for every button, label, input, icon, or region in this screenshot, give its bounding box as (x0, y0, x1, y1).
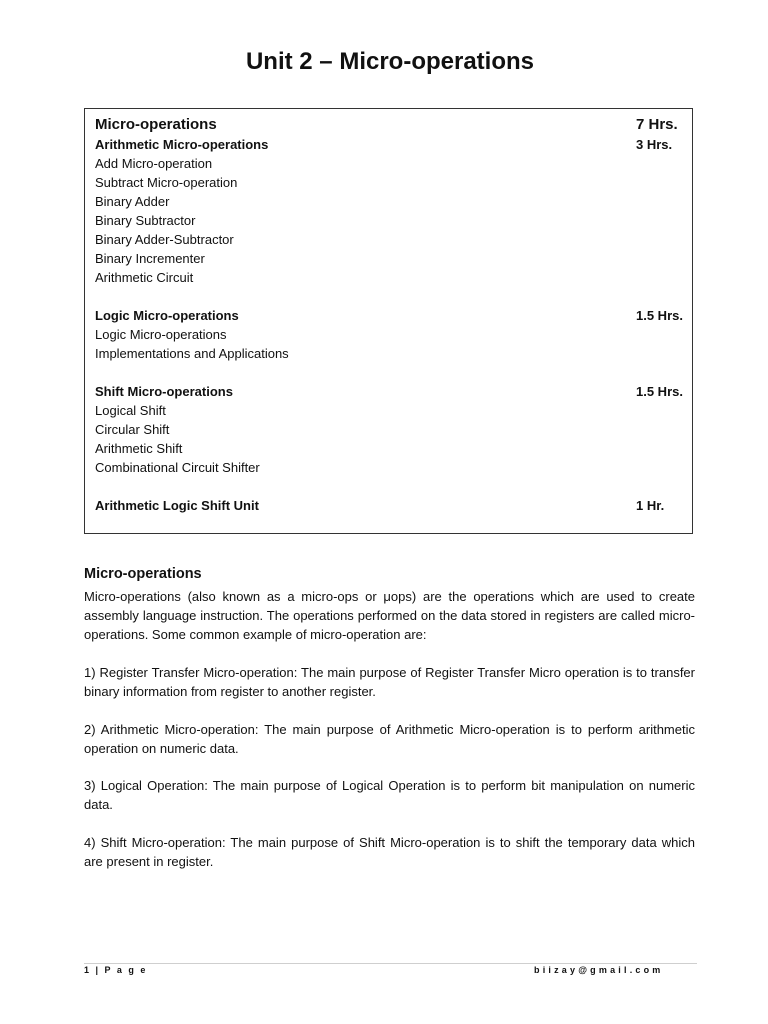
syllabus-row (95, 496, 682, 515)
syllabus-topic: Shift Micro-operations (95, 384, 233, 399)
syllabus-row (95, 401, 682, 420)
syllabus-topic: Binary Subtractor (95, 213, 196, 228)
syllabus-row (95, 192, 682, 211)
section-paragraph: 1) Register Transfer Micro-operation: The main purpose of Register Transfer Micro operation is to transfer binary information from register to another register. (84, 665, 695, 699)
syllabus-topic: Logical Shift (95, 403, 166, 418)
footer-page-number: 1 | P a g e (84, 965, 148, 975)
syllabus-row (95, 306, 682, 325)
syllabus-table (84, 108, 693, 534)
syllabus-topic: Arithmetic Shift (95, 441, 183, 456)
syllabus-hours: 3 Hrs. (636, 137, 673, 152)
syllabus-topic: Circular Shift (95, 422, 170, 437)
footer-divider (84, 963, 697, 964)
syllabus-row (95, 268, 682, 287)
syllabus-topic: Arithmetic Circuit (95, 270, 194, 285)
syllabus-row (95, 458, 682, 477)
syllabus-topic: Add Micro-operation (95, 156, 213, 171)
syllabus-topic: Implementations and Applications (95, 346, 289, 361)
syllabus-row (95, 325, 682, 344)
syllabus-row (95, 135, 682, 154)
syllabus-row (95, 211, 682, 230)
section-paragraph: 2) Arithmetic Micro-operation: The main purpose of Arithmetic Micro-operation is to perform arithmetic operation on numeric data. (84, 722, 695, 756)
syllabus-row (95, 249, 682, 268)
page-title: Unit 2 – Micro-operations (245, 48, 535, 75)
syllabus-topic: Binary Adder (95, 194, 170, 209)
syllabus-topic: Binary Incrementer (95, 251, 205, 266)
section-paragraph: 4) Shift Micro-operation: The main purpose of Shift Micro-operation is to shift the temporary data which are present in register. (84, 835, 695, 869)
syllabus-header-row (95, 114, 682, 136)
syllabus-hours: 1.5 Hrs. (636, 308, 683, 323)
syllabus-topic: Arithmetic Micro-operations (95, 137, 269, 152)
syllabus-topic: Subtract Micro-operation (95, 175, 238, 190)
syllabus-row (95, 173, 682, 192)
syllabus-topic: Arithmetic Logic Shift Unit (95, 498, 259, 513)
syllabus-row (95, 344, 682, 363)
syllabus-row (95, 420, 682, 439)
syllabus-row (95, 230, 682, 249)
syllabus-hours: 1 Hr. (636, 498, 665, 513)
syllabus-topic: Logic Micro-operations (95, 327, 227, 342)
syllabus-row (95, 382, 682, 401)
section-paragraph: 3) Logical Operation: The main purpose of Logical Operation is to perform bit manipulation on numeric data. (84, 778, 695, 812)
section-paragraph: Micro-operations (also known as a micro-ops or μops) are the operations which are used to create assembly language instruction. The operations performed on the data stored in registers are called micro-operations. Some common example of micro-operation are: (84, 589, 695, 642)
syllabus-unit-hours: 7 Hrs. (636, 116, 678, 133)
section-heading: Micro-operations (84, 566, 202, 582)
syllabus-topic: Binary Adder-Subtractor (95, 232, 234, 247)
syllabus-topic: Logic Micro-operations (95, 308, 239, 323)
syllabus-hours: 1.5 Hrs. (636, 384, 683, 399)
footer-email: biizay@gmail.com (534, 965, 664, 975)
syllabus-row (95, 439, 682, 458)
syllabus-unit-topic: Micro-operations (95, 116, 217, 133)
syllabus-row (95, 154, 682, 173)
syllabus-topic: Combinational Circuit Shifter (95, 460, 260, 475)
